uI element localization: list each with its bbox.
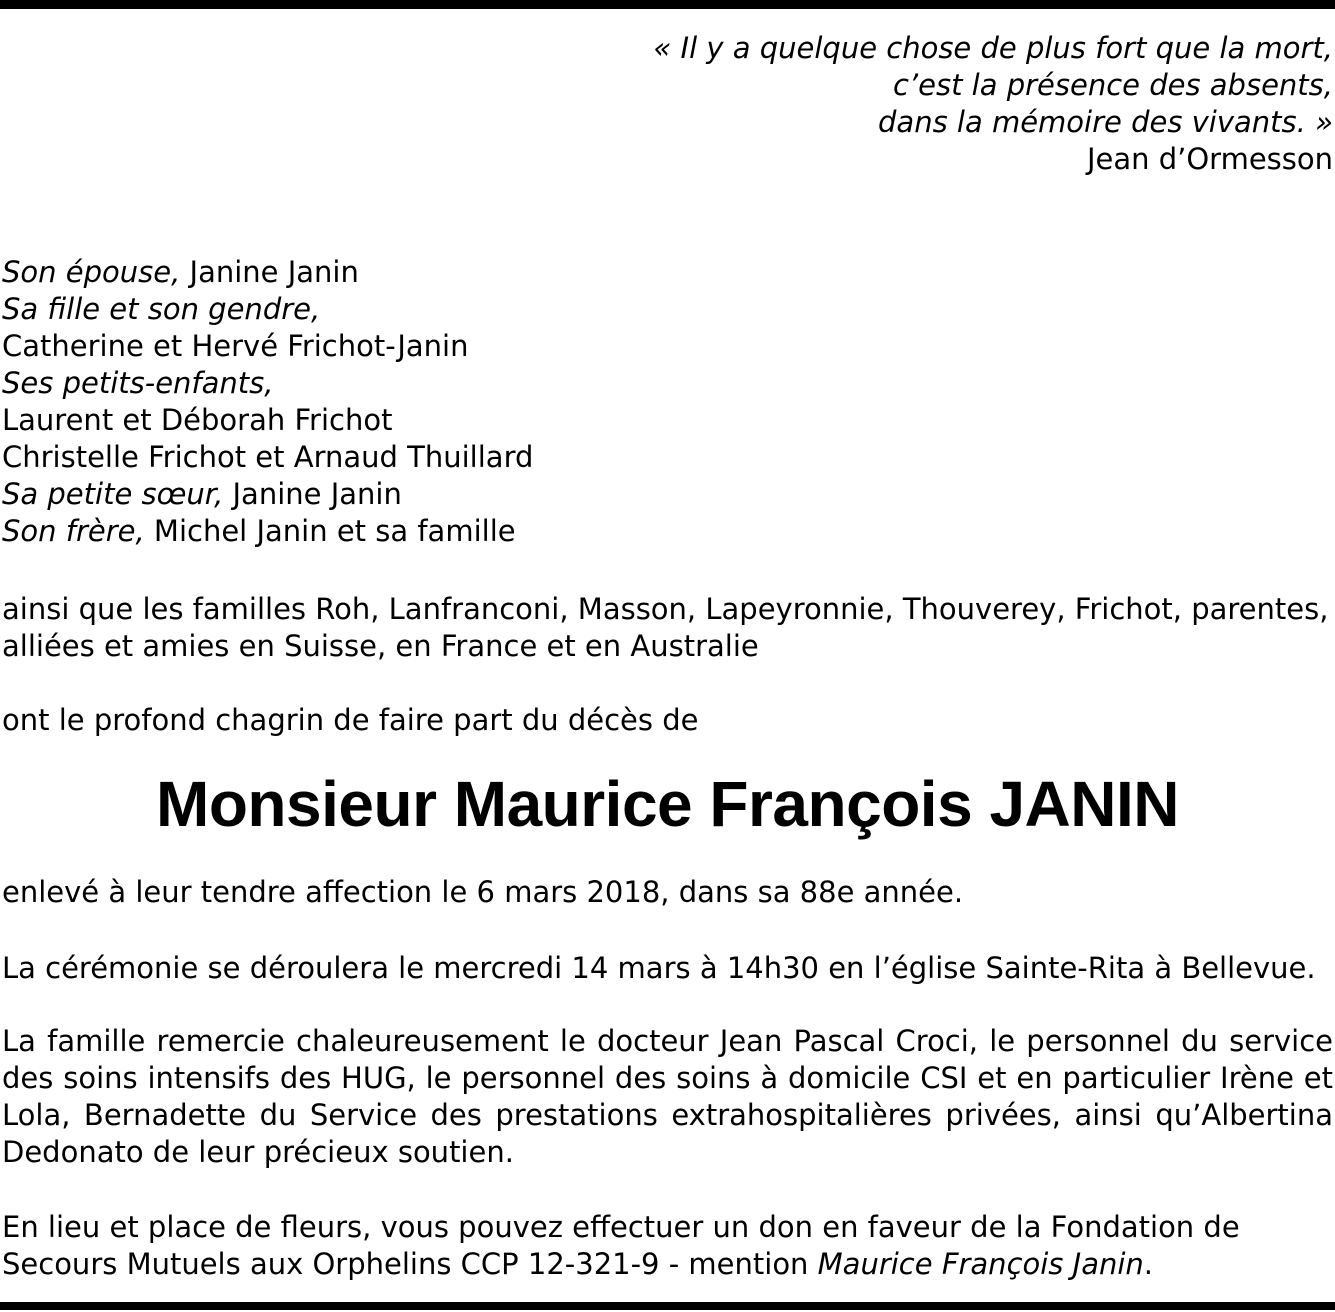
family-line [2, 254, 533, 291]
donation-line [2, 1246, 1240, 1283]
family-role: Ses petits-enfants, [2, 366, 274, 400]
family-list [2, 254, 533, 550]
family-line [2, 365, 533, 402]
ceremony-info: La cérémonie se déroulera le mercredi 14 mars à 14h30 en l’église Sainte-Rita à Bellevue. [2, 951, 1316, 985]
donation-text: Secours Mutuels aux Orphelins CCP 12-321-9 - mention [2, 1247, 818, 1281]
family-name: Janine Janin [180, 255, 359, 289]
family-line [2, 402, 533, 439]
family-name: Michel Janin et sa famille [144, 514, 516, 548]
bottom-rule [0, 1302, 1335, 1310]
donation-info [2, 1209, 1240, 1283]
family-line [2, 291, 533, 328]
family-role: Sa petite sœur, [2, 477, 224, 511]
donation-memo: Maurice François Janin [817, 1247, 1144, 1281]
donation-line: En lieu et place de fleurs, vous pouvez effectuer un don en faveur de la Fondation de [2, 1210, 1240, 1244]
deceased-name: Monsieur Maurice François JANIN [156, 768, 1179, 840]
extended-family [2, 591, 1328, 665]
thanks-paragraph: La famille remercie chaleureusement le docteur Jean Pascal Croci, le personnel du service des soins intensifs des HUG, le personnel des soins à domicile CSI et en particulier Irène et Lola, Bernadette du Service des prestations extrahospitalières privées, ainsi qu’Albertina Dedonato de leur précieux soutien. [2, 1024, 1333, 1169]
family-line [2, 328, 533, 365]
family-line [2, 513, 533, 550]
family-name: Catherine et Hervé Frichot-Janin [2, 329, 469, 363]
announcement: ont le profond chagrin de faire part du décès de [2, 703, 699, 737]
family-role: Son épouse, [2, 255, 181, 289]
epigraph-line: dans la mémoire des vivants. » [878, 105, 1333, 139]
death-notice: enlevé à leur tendre affection le 6 mars 2018, dans sa 88e année. [2, 875, 964, 909]
epigraph-line: « Il y a quelque chose de plus fort que la mort, [653, 31, 1333, 65]
family-name: Christelle Frichot et Arnaud Thuillard [2, 440, 534, 474]
extended-family-line: ainsi que les familles Roh, Lanfranconi, Masson, Lapeyronnie, Thouverey, Frichot, parentes, [2, 592, 1329, 626]
epigraph-line: c’est la présence des absents, [892, 68, 1333, 102]
family-role: Son frère, [2, 514, 145, 548]
top-rule [0, 0, 1335, 9]
donation-end: . [1143, 1247, 1153, 1281]
family-role: Sa fille et son gendre, [2, 292, 321, 326]
family-line [2, 439, 533, 476]
epigraph-author: Jean d’Ormesson [1086, 142, 1333, 176]
epigraph [653, 30, 1333, 178]
extended-family-line: alliées et amies en Suisse, en France et en Australie [2, 629, 759, 663]
family-line [2, 476, 533, 513]
family-name: Laurent et Déborah Frichot [2, 403, 393, 437]
family-name: Janine Janin [223, 477, 402, 511]
